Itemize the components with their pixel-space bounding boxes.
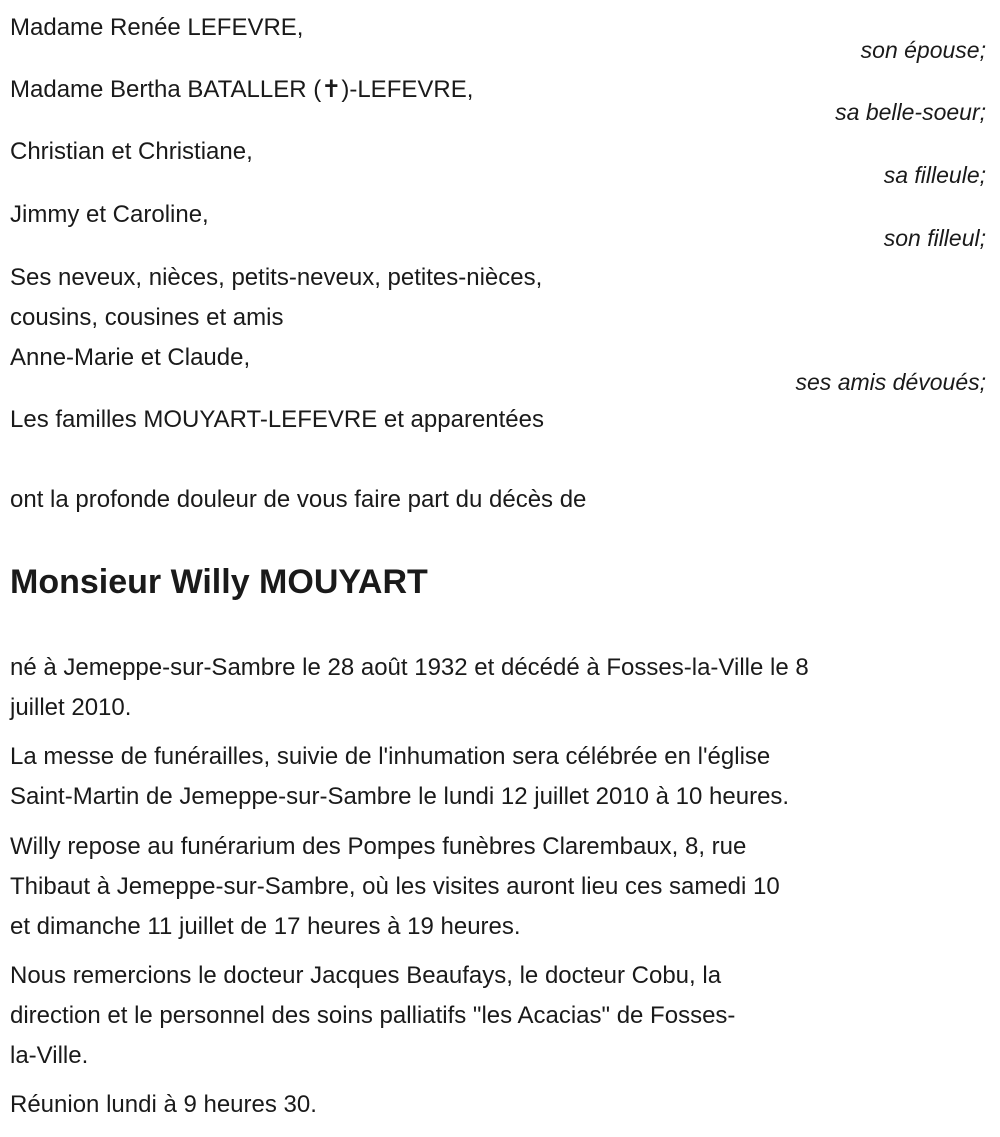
visitation-line: Willy repose au funérarium des Pompes funèbres Clarembaux, 8, rue	[10, 833, 747, 860]
thanks-line: Nous remercions le docteur Jacques Beaufays, le docteur Cobu, la	[10, 962, 722, 989]
family-member-relation: son filleul;	[883, 225, 986, 251]
family-member-name: Madame Renée LEFEVRE,	[10, 14, 304, 41]
thanks-line: direction et le personnel des soins palliatifs "les Acacias" de Fosses-	[10, 1002, 736, 1029]
family-member-relation: son épouse;	[860, 37, 986, 63]
announcement: ont la profonde douleur de vous faire part du décès de	[10, 486, 587, 513]
families-line: Les familles MOUYART-LEFEVRE et apparentées	[10, 406, 544, 433]
friends-name: Anne-Marie et Claude,	[10, 344, 251, 371]
birth-death-line: juillet 2010.	[10, 694, 132, 721]
funeral-line: La messe de funérailles, suivie de l'inhumation sera célébrée en l'église	[10, 743, 771, 770]
family-member-name: Jimmy et Caroline,	[10, 201, 209, 228]
friends-relation: ses amis dévoués;	[795, 369, 986, 395]
relatives-line: cousins, cousines et amis	[10, 304, 284, 331]
family-member-relation: sa belle-soeur;	[835, 99, 986, 125]
visitation-line: Thibaut à Jemeppe-sur-Sambre, où les visites auront lieu ces samedi 10	[10, 873, 780, 900]
meeting-line: Réunion lundi à 9 heures 30.	[10, 1091, 317, 1118]
funeral-line: Saint-Martin de Jemeppe-sur-Sambre le lundi 12 juillet 2010 à 10 heures.	[10, 783, 790, 810]
birth-death-line: né à Jemeppe-sur-Sambre le 28 août 1932 et décédé à Fosses-la-Ville le 8	[10, 654, 809, 681]
relatives-line: Ses neveux, nièces, petits-neveux, petites-nièces,	[10, 264, 543, 291]
family-member-relation: sa filleule;	[883, 162, 986, 188]
family-member-name: Christian et Christiane,	[10, 138, 253, 165]
thanks-line: la-Ville.	[10, 1042, 89, 1069]
visitation-line: et dimanche 11 juillet de 17 heures à 19 heures.	[10, 913, 521, 940]
family-member-name: Madame Bertha BATALLER (✝)-LEFEVRE,	[10, 76, 474, 103]
deceased-name: Monsieur Willy MOUYART	[10, 563, 428, 601]
